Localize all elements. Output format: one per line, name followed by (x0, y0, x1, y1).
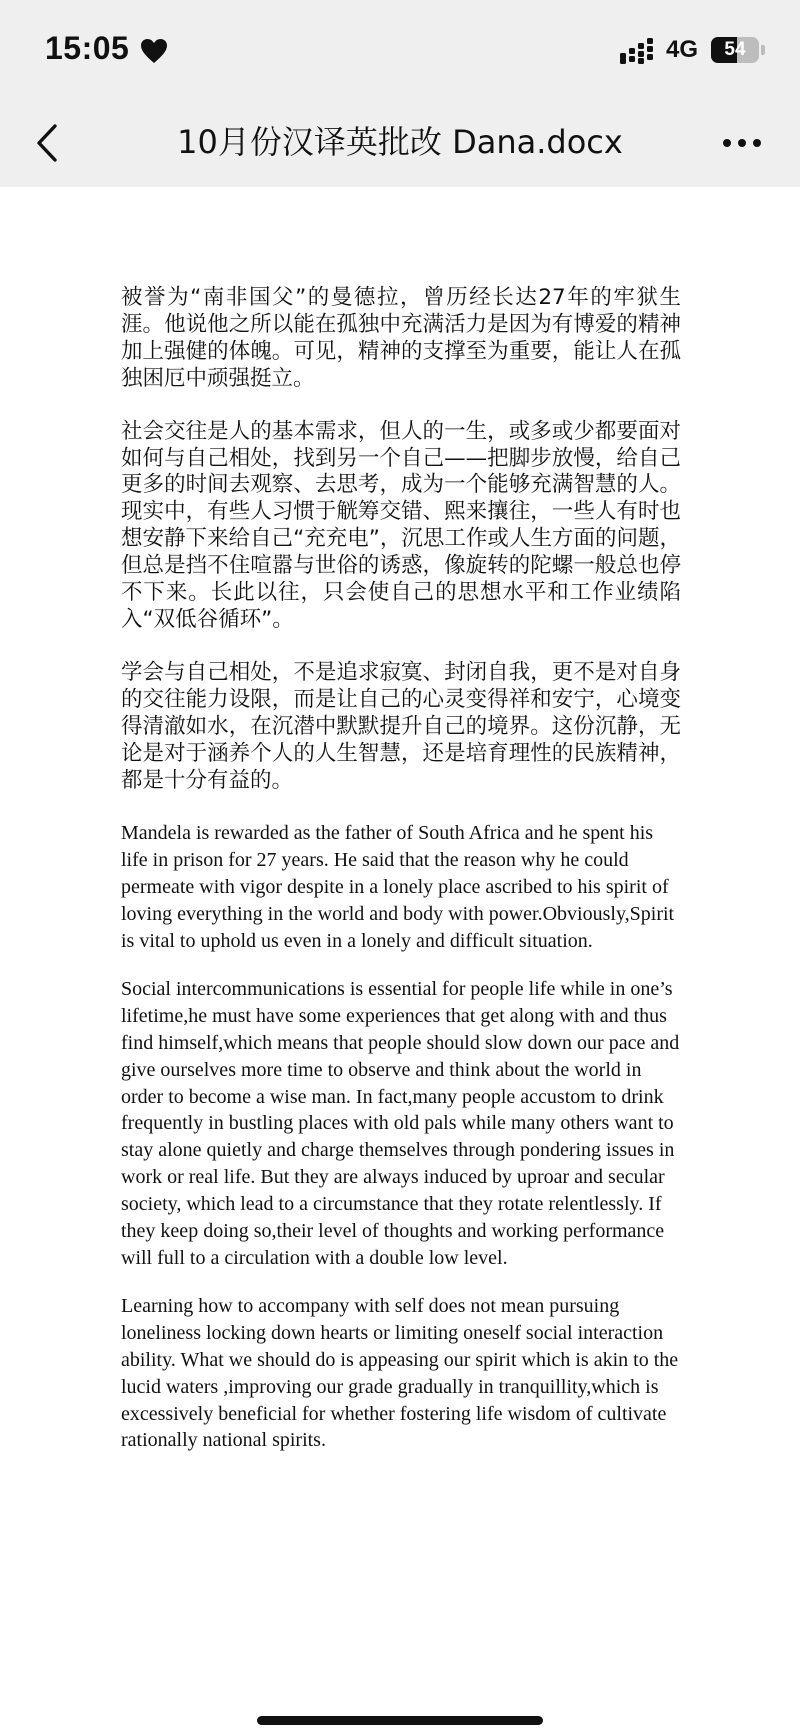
more-horizontal-icon (722, 138, 762, 148)
network-type: 4G (666, 36, 699, 63)
paragraph-zh-1: 被誉为“南非国父”的曼德拉，曾历经长达27年的牢狱生涯。他说他之所以能在孤独中充满活力是因为有博爱的精神加上强健的体魄。可见，精神的支撑至为重要，能让人在孤独困厄中顽强挺立。 (121, 285, 681, 391)
battery-tip (761, 45, 765, 55)
paragraph-zh-2: 社会交往是人的基本需求，但人的一生，或多或少都要面对如何与自己相处，找到另一个自己——把脚步放慢，给自己更多的时间去观察、去思考，成为一个能够充满智慧的人。现实中，有些人习惯于觥筹交错、熙来攘往，一些人有时也想安静下来给自己“充充电”，沉思工作或人生方面的问题，但总是挡不住喧嚣与世俗的诱惑，像旋转的陀螺一般总也停不下来。长此以往，只会使自己的思想水平和工作业绩陷入“双低谷循环”。 (121, 418, 681, 632)
battery-icon (711, 37, 759, 63)
paragraph-en-2: Social intercommunications is essential for people life while in one’s lifetime,he must have some experiences that get along with and thus find himself,which means that people should slow down our pace and give ourselves more time to observe and think about the world in order to become a wise man. In fact,many people accustom to drink frequently in bustling places with old pals while many others want to stay alone quietly and charge themselves through pondering issues in work or real life. But they are always induced by uproar and secular society, which lead to a circumstance that they rotate relentlessly. If they keep doing so,their level of thoughts and working performance will full to a circulation with a double low level. (121, 977, 680, 1269)
signal-icon (620, 38, 656, 64)
chevron-left-icon (35, 123, 59, 163)
heart-icon (140, 38, 168, 64)
document-title: 10月份汉译英批改 Dana.docx (177, 123, 623, 161)
top-bar (0, 0, 800, 187)
paragraph-zh-3: 学会与自己相处，不是追求寂寞、封闭自我，更不是对自身的交往能力设限，而是让自己的心灵变得祥和安宁，心境变得清澈如水，在沉潜中默默提升自己的境界。这份沉静，无论是对于涵养个人的人生智慧，还是培育理性的民族精神，都是十分有益的。 (121, 659, 681, 793)
home-indicator[interactable] (257, 1716, 543, 1725)
paragraph-en-3: Learning how to accompany with self does not mean pursuing loneliness locking down hearts or limiting oneself social interaction ability. What we should do is appeasing our spirit which is akin to the lucid waters ,improving our grade gradually in tranquillity,which is excessively beneficial for whether fostering life wisdom of cultivate rationally national spirits. (121, 1294, 679, 1452)
battery-percent: 54 (724, 39, 746, 60)
status-time: 15:05 (45, 30, 130, 66)
back-button[interactable] (22, 112, 72, 174)
more-button[interactable] (714, 124, 770, 162)
document-body (121, 285, 681, 1475)
paragraph-en-1: Mandela is rewarded as the father of South Africa and he spent his life in prison for 27 years. He said that the reason why he could permeate with vigor despite in a lonely place ascribed to his spirit of loving everything in the world and body with power.Obviously,Spirit is vital to uphold us even in a lonely and difficult situation. (121, 822, 675, 953)
